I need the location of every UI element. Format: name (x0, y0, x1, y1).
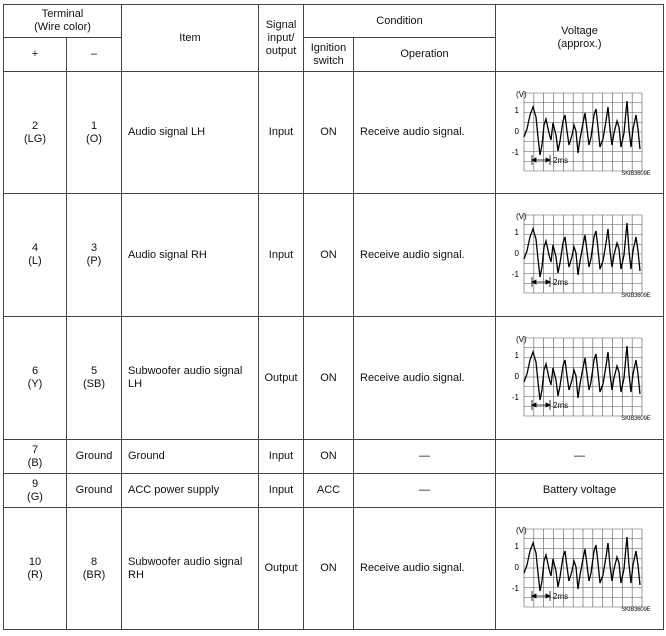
time-scale-arrow (532, 591, 550, 601)
oscilloscope-waveform (505, 521, 655, 617)
waveform-tick: -1 (511, 393, 519, 402)
oscilloscope-waveform (505, 207, 655, 303)
signal-io: Input (259, 474, 304, 508)
waveform-figure (505, 330, 655, 426)
table-row (4, 194, 664, 317)
terminal-minus: Ground (67, 440, 122, 474)
operation-text: Receive audio signal. (354, 508, 496, 630)
table-row (4, 72, 664, 194)
waveform-tick: 1 (514, 541, 519, 551)
signal-io: Input (259, 72, 304, 194)
voltage-cell (496, 317, 664, 440)
waveform-tick: 0 (514, 562, 519, 572)
time-scale-arrow (532, 400, 550, 410)
voltage-cell (496, 72, 664, 194)
waveform-unit: (V) (515, 212, 527, 221)
waveform-unit: (V) (515, 525, 527, 535)
waveform-figure (505, 521, 655, 617)
table-row (4, 474, 664, 508)
header-signal: Signal input/ output (259, 5, 304, 72)
operation-text: — (354, 440, 496, 474)
oscilloscope-waveform (505, 330, 655, 426)
time-scale-arrow (532, 155, 550, 165)
figure-code: SKIB3609E (621, 416, 651, 422)
header-voltage: Voltage (approx.) (496, 5, 664, 72)
time-scale-label: 2ms (552, 155, 568, 165)
figure-code: SKIB3609E (621, 170, 651, 177)
operation-text: — (354, 474, 496, 508)
ignition-state: ON (304, 508, 354, 630)
signal-io: Output (259, 317, 304, 440)
terminal-spec-table (3, 4, 664, 630)
ignition-state: ACC (304, 474, 354, 508)
waveform-tick: -1 (511, 583, 519, 593)
ignition-state: ON (304, 194, 354, 317)
operation-text: Receive audio signal. (354, 194, 496, 317)
terminal-minus: 8 (BR) (67, 508, 122, 630)
header-terminal: Terminal (Wire color) (4, 5, 122, 38)
terminal-minus: 5 (SB) (67, 317, 122, 440)
waveform-tick: 0 (514, 126, 519, 136)
header-operation: Operation (354, 38, 496, 72)
voltage-cell (496, 194, 664, 317)
table-row (4, 317, 664, 440)
waveform-tick: 1 (514, 351, 519, 360)
waveform-tick: -1 (511, 270, 519, 279)
figure-code: SKIB3609E (621, 606, 651, 613)
terminal-minus: Ground (67, 474, 122, 508)
operation-text: Receive audio signal. (354, 72, 496, 194)
item-name: Subwoofer audio signal RH (122, 508, 259, 630)
waveform-unit: (V) (515, 335, 527, 344)
item-name: Ground (122, 440, 259, 474)
waveform-tick: 1 (514, 105, 519, 115)
ignition-state: ON (304, 440, 354, 474)
signal-io: Input (259, 440, 304, 474)
waveform-figure (505, 85, 655, 181)
operation-text: Receive audio signal. (354, 317, 496, 440)
waveform-tick: 0 (514, 372, 519, 381)
ignition-state: ON (304, 317, 354, 440)
header-plus: + (4, 38, 67, 72)
item-name: ACC power supply (122, 474, 259, 508)
voltage-cell (496, 508, 664, 630)
waveform-tick: 1 (514, 228, 519, 237)
time-scale-label: 2ms (552, 591, 568, 601)
voltage-text: Battery voltage (496, 474, 664, 508)
signal-io: Input (259, 194, 304, 317)
oscilloscope-waveform (505, 85, 655, 181)
terminal-minus: 3 (P) (67, 194, 122, 317)
waveform-tick: 0 (514, 249, 519, 258)
terminal-plus: 7 (B) (4, 440, 67, 474)
terminal-minus: 1 (O) (67, 72, 122, 194)
item-name: Audio signal RH (122, 194, 259, 317)
waveform-unit: (V) (515, 89, 527, 99)
terminal-plus: 6 (Y) (4, 317, 67, 440)
terminal-plus: 2 (LG) (4, 72, 67, 194)
table-row (4, 508, 664, 630)
terminal-plus: 4 (L) (4, 194, 67, 317)
header-ignition-switch: Ignition switch (304, 38, 354, 72)
item-name: Subwoofer audio signal LH (122, 317, 259, 440)
waveform-figure (505, 207, 655, 303)
item-name: Audio signal LH (122, 72, 259, 194)
terminal-plus: 10 (R) (4, 508, 67, 630)
time-scale-arrow (532, 277, 550, 287)
waveform-tick: -1 (511, 147, 519, 157)
signal-io: Output (259, 508, 304, 630)
time-scale-label: 2ms (552, 278, 568, 287)
ignition-state: ON (304, 72, 354, 194)
header-condition: Condition (304, 5, 496, 38)
voltage-text: — (496, 440, 664, 474)
header-item: Item (122, 5, 259, 72)
table-row (4, 440, 664, 474)
time-scale-label: 2ms (552, 401, 568, 410)
figure-code: SKIB3609E (621, 293, 651, 299)
terminal-plus: 9 (G) (4, 474, 67, 508)
header-minus: – (67, 38, 122, 72)
